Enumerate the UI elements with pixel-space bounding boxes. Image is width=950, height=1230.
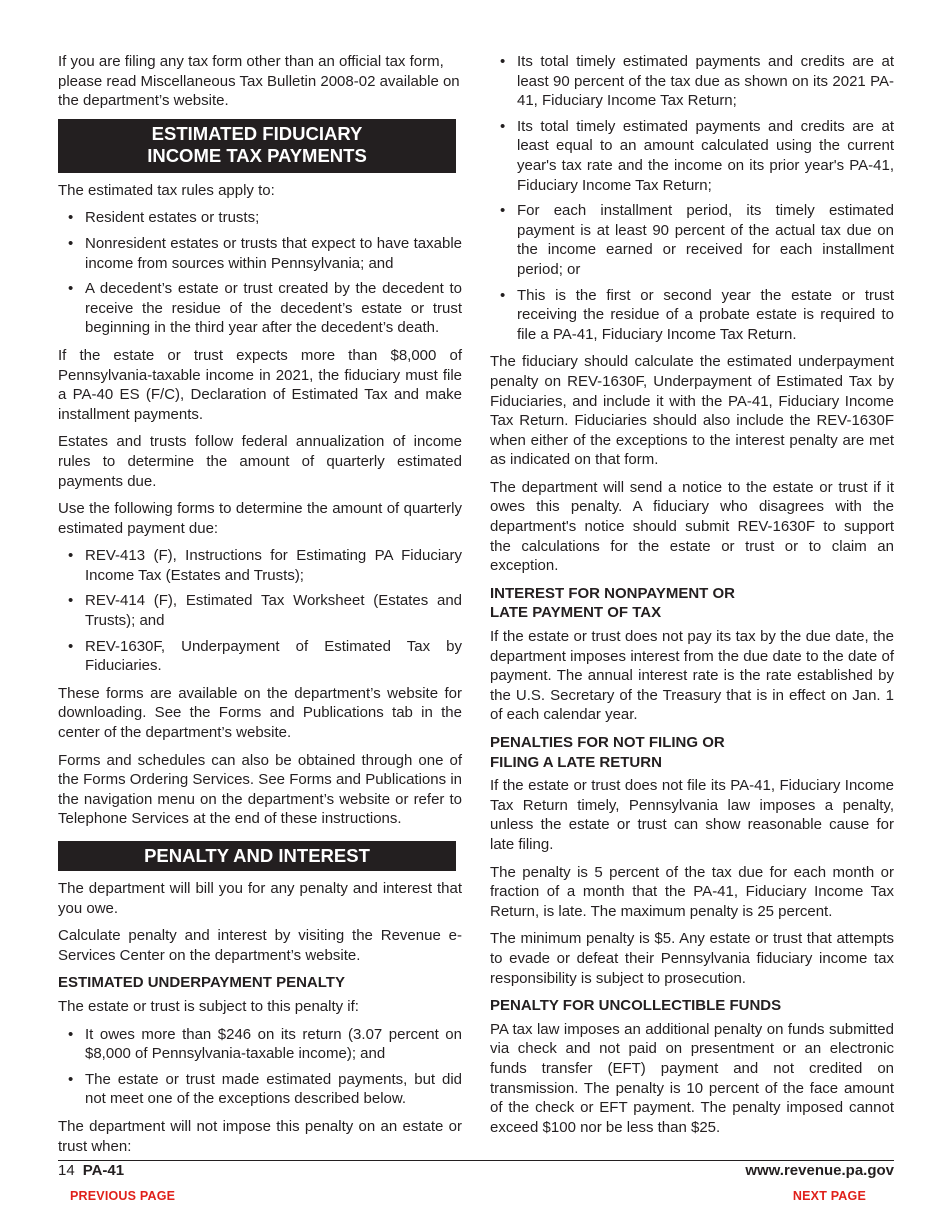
not-impose-paragraph: The department will not impose this penalty on an estate or trust when:: [58, 1117, 462, 1155]
interest-heading: [490, 584, 894, 623]
not-filing-heading: [490, 733, 894, 772]
list-item: • REV-1630F, Underpayment of Estimated Tax by Fiduciaries.: [58, 637, 462, 676]
form-name: PA-41: [82, 1162, 125, 1179]
left-column: [58, 52, 462, 1164]
exceptions-list: [490, 52, 894, 344]
subject-paragraph: The estate or trust is subject to this penalty if:: [58, 997, 359, 1015]
interest-paragraph: If the estate or trust does not pay its tax by the due date, the department imposes interest from the due date to the date of payment. The annual interest rate is the rate established by the U.S. Secretary of the Treasury that is in effect on Jan. 1 of each calendar year.: [490, 628, 894, 724]
list-item: • This is the first or second year the estate or trust receiving the residue of a probate estate is required to file a PA-41, Fiduciary Income Tax Return.: [490, 286, 894, 345]
list-item: • A decedent’s estate or trust created by the decedent to receive the residue of the decedent’s estate or trust beginning in the third year after the decedent’s death.: [58, 279, 462, 338]
bill-paragraph: The department will bill you for any penalty and interest that you owe.: [58, 880, 462, 917]
calculate-paragraph: Calculate penalty and interest by visiting the Revenue e-Services Center on the department’s website.: [58, 927, 462, 964]
next-page-link[interactable]: NEXT PAGE: [792, 1189, 866, 1203]
list-item: • Resident estates or trusts;: [58, 208, 462, 228]
page-number: [58, 1161, 124, 1180]
expects-paragraph: If the estate or trust expects more than $8,000 of Pennsylvania-taxable income in 2021, the fiduciary must file a PA-40 ES (F/C), Declaration of Estimated Tax and make installment payments.: [58, 346, 462, 423]
list-item: • It owes more than $246 on its return (3.07 percent on $8,000 of Pennsylvania-taxable income); and: [58, 1025, 462, 1064]
heading-line: INCOME TAX PAYMENTS: [147, 144, 367, 166]
estimated-payments-heading: [58, 119, 456, 173]
not-filing-paragraph: If the estate or trust does not file its PA-41, Fiduciary Income Tax Return timely, Pennsylvania law imposes a penalty, unless the estate or trust can show reasonable cause for late filing.: [490, 777, 894, 853]
heading-line: PENALTIES FOR NOT FILING OR: [490, 734, 725, 751]
list-item: • Its total timely estimated payments and credits are at least 90 percent of the tax due as shown on its 2021 PA-41, Fiduciary Income Tax Return;: [490, 52, 894, 111]
heading-line: INTEREST FOR NONPAYMENT OR: [490, 584, 736, 602]
apply-list: [58, 208, 462, 338]
intro-paragraph: If you are filing any tax form other than an official tax form, please read Miscellaneous Tax Bulletin 2008-02 available on the department’s website.: [58, 53, 460, 110]
penalty-interest-heading: PENALTY AND INTEREST: [58, 841, 456, 871]
use-forms-paragraph: Use the following forms to determine the amount of quarterly estimated payment due:: [58, 500, 462, 537]
previous-page-link[interactable]: PREVIOUS PAGE: [70, 1189, 176, 1203]
list-item: • REV-413 (F), Instructions for Estimating PA Fiduciary Income Tax (Estates and Trusts);: [58, 546, 462, 585]
forms-ordering-paragraph: Forms and schedules can also be obtained through one of the Forms Ordering Services. See Forms and Publications in the navigation menu on the department’s website or refer to Telephone Services at the end of these instructions.: [58, 751, 462, 828]
penalty-rate-paragraph: The penalty is 5 percent of the tax due for each month or fraction of a month that the PA-41, Fiduciary Income Tax Return, is late. The maximum penalty is 25 percent.: [490, 863, 894, 920]
list-item: • For each installment period, its timely estimated payment is at least 90 percent of the actual tax due on the income earned or received for each installment period; or: [490, 201, 894, 279]
underpayment-heading: ESTIMATED UNDERPAYMENT PENALTY: [58, 974, 345, 992]
minimum-penalty-paragraph: The minimum penalty is $5. Any estate or trust that attempts to evade or defeat their Pennsylvania fiduciary income tax responsibility is subject to prosecution.: [490, 930, 894, 987]
fiduciary-calc-paragraph: The fiduciary should calculate the estimated underpayment penalty on REV-1630F, Underpayment of Estimated Tax by Fiduciaries, and include it with the PA-41, Fiduciary Income Tax Return. Fiduciaries should also include the REV-1630F when either of the exceptions to the interest penalty are met as indicated on that form.: [490, 353, 894, 469]
subject-list: [58, 1025, 462, 1109]
uncollectible-heading: PENALTY FOR UNCOLLECTIBLE FUNDS: [490, 997, 782, 1015]
list-item: • Nonresident estates or trusts that expect to have taxable income from sources within Pennsylvania; and: [58, 234, 462, 273]
forms-available-paragraph: These forms are available on the department’s website for downloading. See the Forms and Publications tab in the center of the department’s website.: [58, 684, 462, 742]
annualization-paragraph: Estates and trusts follow federal annualization of income rules to determine the amount of quarterly estimated payments due.: [58, 433, 462, 490]
heading-line: ESTIMATED FIDUCIARY: [151, 122, 363, 144]
uncollectible-paragraph: PA tax law imposes an additional penalty on funds submitted via check and not paid on presentment or an electronic funds transfer (EFT) payment and not credited on transmission. The penalty is 10 percent of the face amount of the check or EFT payment. The penalty imposed cannot exceed $100 nor be less than $25.: [490, 1020, 894, 1136]
heading-line: FILING A LATE RETURN: [490, 753, 662, 771]
list-item: • The estate or trust made estimated payments, but did not meet one of the exceptions described below.: [58, 1070, 462, 1109]
forms-list: [58, 546, 462, 676]
website-url: www.revenue.pa.gov: [745, 1162, 894, 1179]
list-item: • REV-414 (F), Estimated Tax Worksheet (Estates and Trusts); and: [58, 591, 462, 630]
list-item: • Its total timely estimated payments and credits are at least equal to an amount calculated using the current year's tax rate and the income on its prior year's PA-41, Fiduciary Income Tax Return;: [490, 117, 894, 195]
rules-apply-paragraph: The estimated tax rules apply to:: [58, 181, 275, 199]
right-column: [490, 52, 894, 1145]
notice-paragraph: The department will send a notice to the estate or trust if it owes this penalty. A fiduciary who disagrees with the department's notice should submit REV-1630F to support the calculations for the estate or trust or to claim an exception.: [490, 478, 894, 575]
heading-line: LATE PAYMENT OF TAX: [490, 604, 662, 622]
page-number-value: 14: [58, 1162, 75, 1179]
